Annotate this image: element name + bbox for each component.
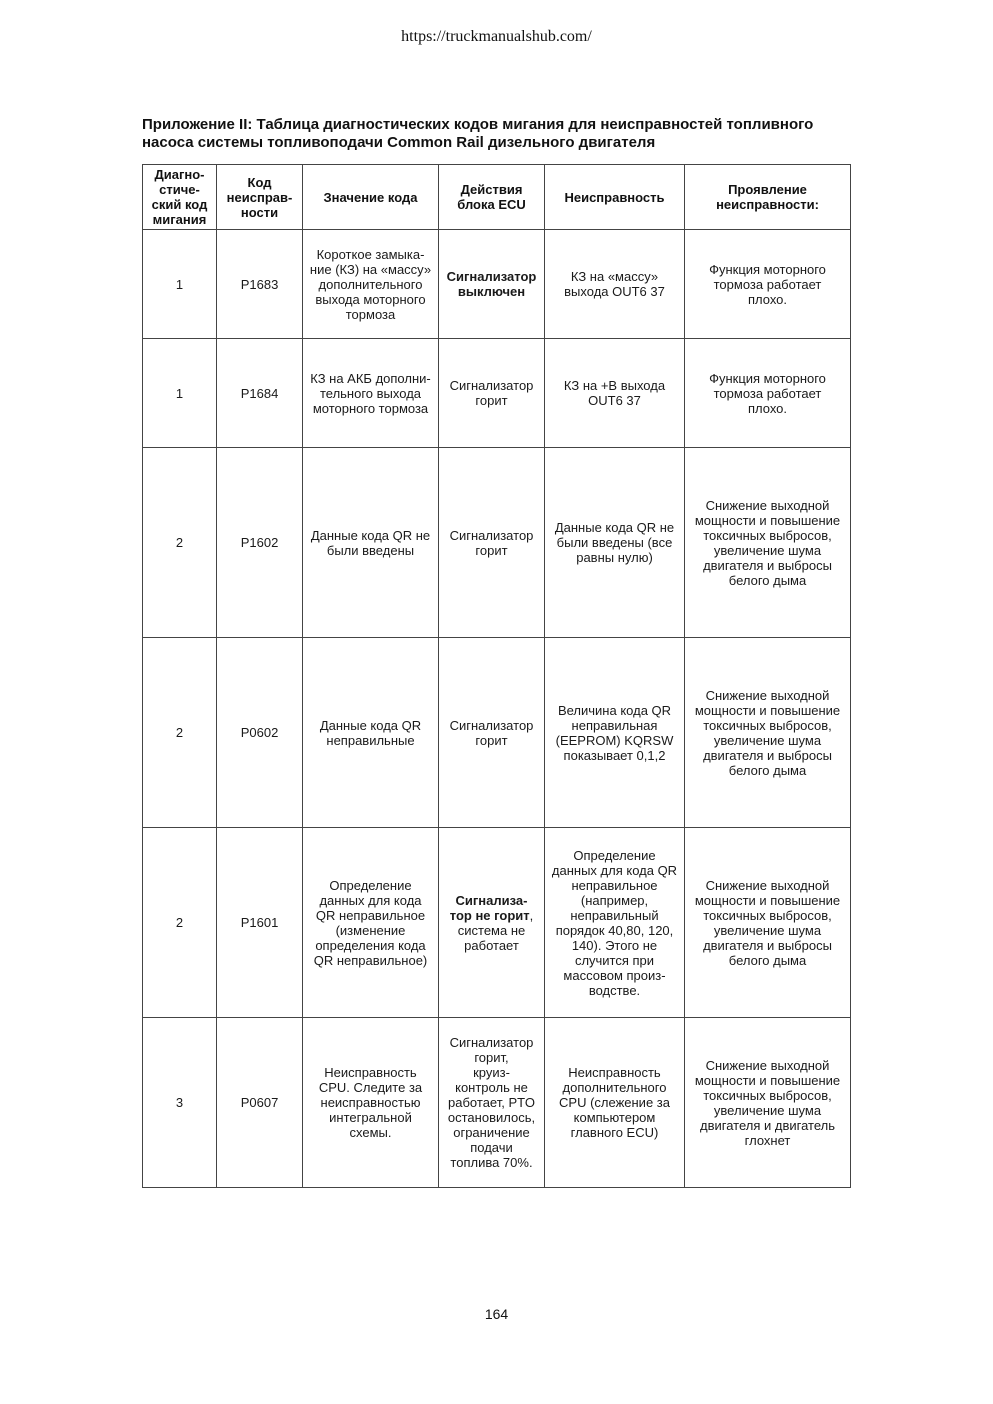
ecu-action-suffix: , xyxy=(529,907,534,923)
cell-line: плохо. xyxy=(747,291,788,307)
table-row xyxy=(143,1018,851,1188)
cell-line: увеличение шума xyxy=(713,1102,822,1118)
cell-line: дополнительного xyxy=(318,276,423,292)
cell-line: КЗ на +В выхода xyxy=(563,378,666,393)
cell-line: Неисправность xyxy=(568,1065,661,1080)
title-line-2: насоса системы топливоподачи Common Rail дизельного двигателя xyxy=(142,134,656,151)
ecu-action-text: горит xyxy=(475,542,508,558)
cell-line: КЗ на АКБ дополни- xyxy=(310,370,431,386)
cell-line: глохнет xyxy=(744,1132,791,1148)
header-line: Неисправность xyxy=(564,189,665,205)
cell-line: водстве. xyxy=(588,982,641,998)
ecu-action-text: Сигнализатор xyxy=(449,378,534,393)
fault-code-cell: P1602 xyxy=(217,448,303,638)
cell-line: Короткое замыка- xyxy=(316,246,425,262)
table-body xyxy=(143,230,851,1188)
cell-line: Функция моторного xyxy=(709,370,826,386)
cell-line xyxy=(443,1140,540,1155)
ecu-action-text: работает, PTO xyxy=(448,1095,535,1110)
ecu-action-text: Сигнализатор xyxy=(449,717,534,733)
fault-cell xyxy=(545,1018,685,1188)
cell-line: массовом произ- xyxy=(563,967,666,983)
header-line: ский код xyxy=(151,197,208,212)
symptom-cell xyxy=(685,1018,851,1188)
header-ecu-action xyxy=(439,165,545,230)
table-row xyxy=(143,828,851,1018)
ecu-action-cell xyxy=(439,1018,545,1188)
cell-line: OUT6 37 xyxy=(588,393,641,408)
cell-line: мощности и повышение xyxy=(694,1072,841,1088)
header-line: Значение кода xyxy=(323,189,418,205)
table-row xyxy=(143,230,851,339)
cell-line: тормоза работает xyxy=(713,385,822,401)
cell-line xyxy=(443,284,540,299)
cell-line xyxy=(443,1125,540,1140)
ecu-action-cell xyxy=(439,230,545,339)
cell-line: увеличение шума xyxy=(713,732,822,748)
symptom-cell xyxy=(685,448,851,638)
cell-line: выхода моторного xyxy=(315,291,426,307)
symptom-cell xyxy=(685,828,851,1018)
cell-line: токсичных выбросов, xyxy=(703,907,832,923)
fault-code-cell: P1684 xyxy=(217,339,303,448)
cell-line: белого дыма xyxy=(728,572,807,588)
fault-cell xyxy=(545,339,685,448)
cell-line: порядок 40,80, 120, xyxy=(555,922,674,938)
cell-line: неправильный xyxy=(570,907,659,923)
cell-line: дополнительного xyxy=(562,1080,667,1095)
cell-line xyxy=(443,938,540,953)
cell-line xyxy=(443,1065,540,1080)
code-meaning-cell xyxy=(303,230,439,339)
cell-line: двигателя и выбросы xyxy=(703,747,832,763)
cell-line: Данные кода QR xyxy=(319,717,422,733)
header-line: блока ECU xyxy=(457,197,526,212)
header-line: ности xyxy=(240,204,279,220)
cell-line: схемы. xyxy=(349,1125,392,1140)
symptom-cell xyxy=(685,339,851,448)
cell-line: неправильное xyxy=(571,877,658,893)
ecu-action-text: Сигнализатор xyxy=(449,527,534,543)
cell-line xyxy=(443,1155,540,1170)
cell-line: главного ECU) xyxy=(570,1125,659,1140)
blink-code-cell: 3 xyxy=(143,1018,217,1188)
header-symptom xyxy=(685,165,851,230)
cell-line: токсичных выбросов, xyxy=(703,1087,832,1103)
cell-line xyxy=(443,923,540,938)
ecu-action-cell xyxy=(439,828,545,1018)
table-header-row xyxy=(143,165,851,230)
ecu-action-text: горит xyxy=(475,393,508,408)
cell-line: Величина кода QR xyxy=(557,702,672,718)
cell-line xyxy=(443,893,540,908)
cell-line: тормоза работает xyxy=(713,276,822,292)
cell-line xyxy=(443,908,540,923)
title-line-1: Приложение II: Таблица диагностических кодов мигания для неисправностей топливного xyxy=(142,116,814,133)
cell-line: мощности и повышение xyxy=(694,512,841,528)
symptom-cell xyxy=(685,230,851,339)
ecu-action-text: ограничение xyxy=(453,1125,530,1140)
cell-line: мощности и повышение xyxy=(694,892,841,908)
header-line: Диагно- xyxy=(154,167,205,182)
cell-line xyxy=(443,1035,540,1050)
cell-line xyxy=(443,378,540,393)
ecu-action-text: контроль не xyxy=(455,1080,528,1095)
cell-line xyxy=(443,733,540,748)
cell-line: данных для кода xyxy=(319,892,422,908)
header-code-meaning xyxy=(303,165,439,230)
cell-line: Определение xyxy=(573,847,656,863)
cell-line: (например, xyxy=(580,892,649,908)
cell-line: интегральной xyxy=(329,1110,412,1125)
code-meaning-cell xyxy=(303,638,439,828)
ecu-action-text: остановилось, xyxy=(447,1110,536,1125)
cell-line: неправильные xyxy=(326,732,415,748)
ecu-action-text: Сигнализатор xyxy=(449,1035,534,1050)
cell-line: белого дыма xyxy=(728,762,807,778)
ecu-action-text: круиз- xyxy=(473,1065,510,1080)
cell-line: Данные кода QR не xyxy=(554,520,675,535)
cell-line xyxy=(443,1110,540,1125)
header-line: неисправности: xyxy=(716,197,819,212)
cell-line: токсичных выбросов, xyxy=(703,717,832,733)
cell-line: CPU. Следите за xyxy=(318,1080,423,1095)
header-blink-code xyxy=(143,165,217,230)
cell-line: (EEPROM) KQRSW xyxy=(555,732,674,748)
ecu-action-text: подачи xyxy=(470,1140,513,1155)
cell-line xyxy=(443,718,540,733)
cell-line: плохо. xyxy=(747,400,788,416)
cell-line xyxy=(443,1080,540,1095)
header-fault xyxy=(545,165,685,230)
cell-line: QR неправильное) xyxy=(313,952,428,968)
cell-line: Неисправность xyxy=(324,1065,417,1080)
table-row xyxy=(143,448,851,638)
source-url: https://truckmanualshub.com/ xyxy=(401,28,592,45)
cell-line: компьютером xyxy=(573,1110,656,1125)
header-line: Действия xyxy=(460,182,523,197)
document-title xyxy=(142,116,862,152)
header-line: стиче- xyxy=(159,182,200,197)
ecu-action-text: горит xyxy=(475,732,508,748)
cell-line xyxy=(443,269,540,284)
blink-code-cell: 2 xyxy=(143,448,217,638)
header-line: неисправ- xyxy=(226,189,293,205)
blink-code-cell: 1 xyxy=(143,339,217,448)
cell-line: неправильная xyxy=(571,717,658,733)
fault-cell xyxy=(545,448,685,638)
header-line: Проявление xyxy=(728,182,807,197)
cell-line: равны нулю) xyxy=(576,550,653,565)
cell-line: Снижение выходной xyxy=(705,1057,830,1073)
cell-line: КЗ на «массу» xyxy=(570,269,659,284)
fault-code-cell: P0602 xyxy=(217,638,303,828)
cell-line: Функция моторного xyxy=(709,261,826,277)
page-number: 164 xyxy=(484,1306,509,1322)
ecu-action-emphasis: Сигнализатор xyxy=(446,269,537,284)
cell-line: выхода OUT6 37 xyxy=(564,284,665,299)
symptom-cell xyxy=(685,638,851,828)
cell-line: Снижение выходной xyxy=(705,687,830,703)
header-line: мигания xyxy=(152,212,207,227)
ecu-action-text: работает xyxy=(464,937,519,953)
cell-line: белого дыма xyxy=(728,952,807,968)
ecu-action-text: топлива 70%. xyxy=(450,1155,533,1170)
cell-line xyxy=(443,543,540,558)
cell-line: Снижение выходной xyxy=(705,877,830,893)
cell-line xyxy=(443,1095,540,1110)
cell-line xyxy=(443,528,540,543)
blink-code-cell: 2 xyxy=(143,828,217,1018)
code-meaning-cell xyxy=(303,339,439,448)
ecu-action-emphasis: Сигнализа- xyxy=(455,892,528,908)
table-row xyxy=(143,339,851,448)
fault-code-cell: P0607 xyxy=(217,1018,303,1188)
diagnostic-codes-table xyxy=(142,164,851,1188)
code-meaning-cell xyxy=(303,448,439,638)
fault-code-cell: P1683 xyxy=(217,230,303,339)
table-row xyxy=(143,638,851,828)
header-fault-code xyxy=(217,165,303,230)
fault-cell xyxy=(545,828,685,1018)
cell-line: данных для кода QR xyxy=(551,862,678,878)
code-meaning-cell xyxy=(303,1018,439,1188)
blink-code-cell: 2 xyxy=(143,638,217,828)
cell-line: были введены (все xyxy=(556,535,673,550)
header-line: Код xyxy=(247,174,272,190)
cell-line: Данные кода QR не xyxy=(310,527,431,543)
cell-line: 140). Этого не xyxy=(571,937,658,953)
fault-cell xyxy=(545,230,685,339)
ecu-action-cell xyxy=(439,339,545,448)
cell-line: были введены xyxy=(326,542,415,558)
cell-line xyxy=(443,393,540,408)
cell-line: двигателя и выбросы xyxy=(703,937,832,953)
cell-line: Снижение выходной xyxy=(705,497,830,513)
cell-line: случится при xyxy=(574,952,655,968)
cell-line: двигателя и двигатель xyxy=(700,1117,835,1133)
cell-line: тормоза xyxy=(345,306,396,322)
ecu-action-emphasis: тор не горит xyxy=(449,907,530,923)
cell-line: ние (КЗ) на «массу» xyxy=(309,261,432,277)
blink-code-cell: 1 xyxy=(143,230,217,339)
ecu-action-text: система не xyxy=(457,922,526,938)
cell-line xyxy=(443,1050,540,1065)
cell-line: неисправностью xyxy=(320,1095,421,1110)
cell-line: мощности и повышение xyxy=(694,702,841,718)
cell-line: увеличение шума xyxy=(713,542,822,558)
ecu-action-text: горит, xyxy=(474,1050,509,1065)
cell-line: CPU (слежение за xyxy=(559,1095,670,1110)
cell-line: показывает 0,1,2 xyxy=(563,747,666,763)
code-meaning-cell xyxy=(303,828,439,1018)
ecu-action-emphasis: выключен xyxy=(457,284,526,299)
fault-cell xyxy=(545,638,685,828)
cell-line: тельного выхода xyxy=(319,385,422,401)
cell-line: Определение xyxy=(329,877,412,893)
cell-line: токсичных выбросов, xyxy=(703,527,832,543)
ecu-action-cell xyxy=(439,448,545,638)
cell-line: увеличение шума xyxy=(713,922,822,938)
ecu-action-cell xyxy=(439,638,545,828)
fault-code-cell: P1601 xyxy=(217,828,303,1018)
cell-line: двигателя и выбросы xyxy=(703,557,832,573)
cell-line: моторного тормоза xyxy=(312,400,429,416)
cell-line: (изменение xyxy=(335,922,406,938)
cell-line: определения кода xyxy=(315,937,426,953)
cell-line: QR неправильное xyxy=(315,907,426,923)
